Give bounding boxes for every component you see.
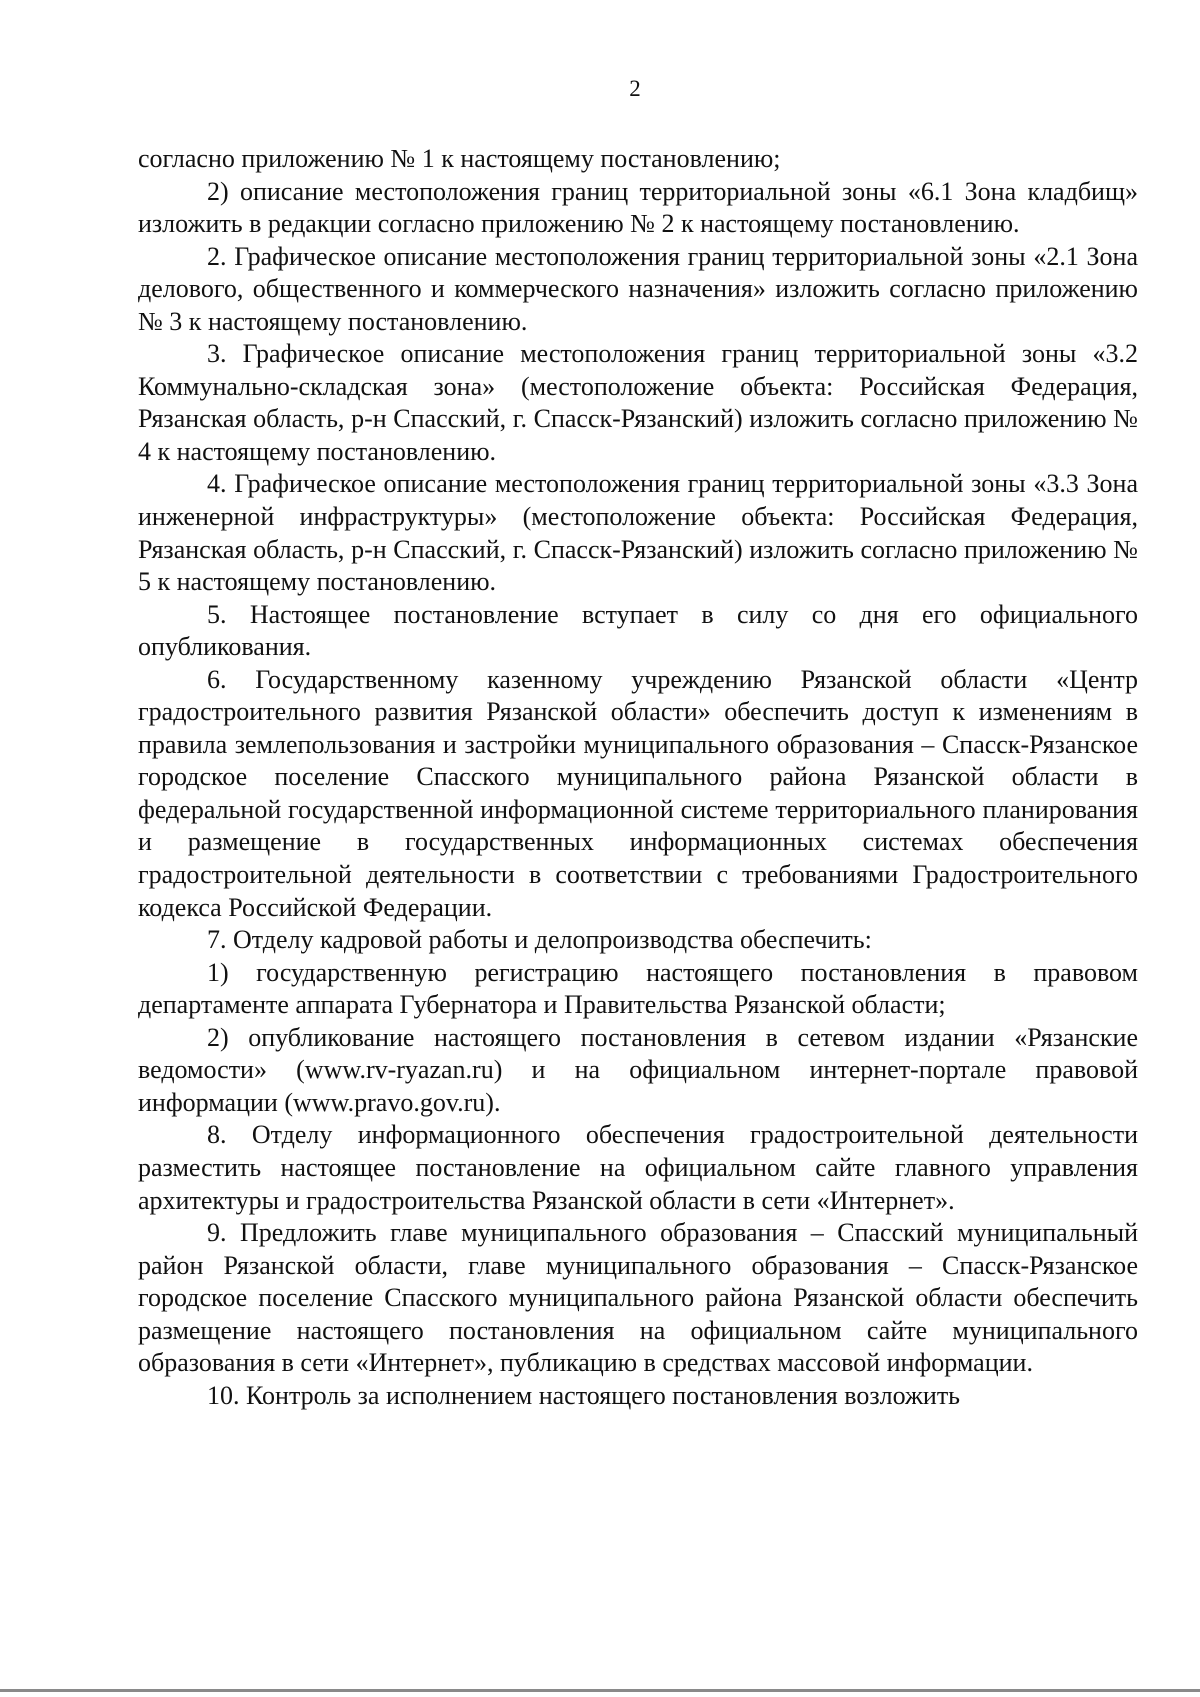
paragraph-7: 7. Отделу кадровой работы и делопроизводства обеспечить: [207, 925, 872, 955]
scan-edge-line [0, 1689, 1200, 1692]
paragraph-7-2: 2) опубликование настоящего постановления в сетевом издании «Рязанские ведомости» (www.rv-ryazan.ru) и на официальном интернет-портале правовой информации (www.pravo.gov.ru). [138, 1022, 1138, 1117]
page-number: 2 [629, 76, 641, 101]
paragraph-4: 4. Графическое описание местоположения границ территориальной зоны «3.3 Зона инженерной инфраструктуры» (местоположение объекта: Российская Федерация, Рязанская область, р-н Спасский, г. Спасск-Рязанский) изложить согласно приложению № 5 к настоящему постановлению. [138, 469, 1138, 597]
paragraph-10: 10. Контроль за исполнением настоящего постановления возложить [207, 1380, 961, 1410]
paragraph-9: 9. Предложить главе муниципального образования – Спасский муниципальный район Рязанской области, главе муниципального образования – Спасск-Рязанское городское поселение Спасского муниципального района Рязанской области обеспечить размещение настоящего постановления на официальном сайте муниципального образования в сети «Интернет», публикацию в средствах массовой информации. [138, 1218, 1138, 1378]
paragraph-8: 8. Отделу информационного обеспечения градостроительной деятельности разместить настоящее постановление на официальном сайте главного управления архитектуры и градостроительства Рязанской области в сети «Интернет». [138, 1120, 1138, 1215]
paragraph-6: 6. Государственному казенному учреждению Рязанской области «Центр градостроительного развития Рязанской области» обеспечить доступ к изменениям в правила землепользования и застройки муниципального образования – Спасск-Рязанское городское поселение Спасского муниципального района Рязанской области в федеральной государственной информационной системе территориального планирования и размещение в государственных информационных системах обеспечения градостроительной деятельности в соответствии с требованиями Градостроительного кодекса Российской Федерации. [138, 664, 1138, 922]
paragraph-7-1: 1) государственную регистрацию настоящего постановления в правовом департаменте аппарата Губернатора и Правительства Рязанской области; [138, 957, 1138, 1020]
paragraph-5: 5. Настоящее постановление вступает в силу со дня его официального опубликования. [138, 599, 1138, 662]
document-body [138, 143, 1138, 1412]
paragraph-2: 2. Графическое описание местоположения границ территориальной зоны «2.1 Зона делового, общественного и коммерческого назначения» изложить согласно приложению № 3 к настоящему постановлению. [138, 241, 1138, 336]
paragraph-3: 3. Графическое описание местоположения границ территориальной зоны «3.2 Коммунально-складская зона» (местоположение объекта: Российская Федерация, Рязанская область, р-н Спасский, г. Спасск-Рязанский) изложить согласно приложению № 4 к настоящему постановлению. [138, 339, 1138, 466]
paragraph-1-2: 2) описание местоположения границ территориальной зоны «6.1 Зона кладбищ» изложить в редакции согласно приложению № 2 к настоящему постановлению. [138, 176, 1138, 239]
paragraph-continuation: согласно приложению № 1 к настоящему постановлению; [138, 144, 781, 173]
